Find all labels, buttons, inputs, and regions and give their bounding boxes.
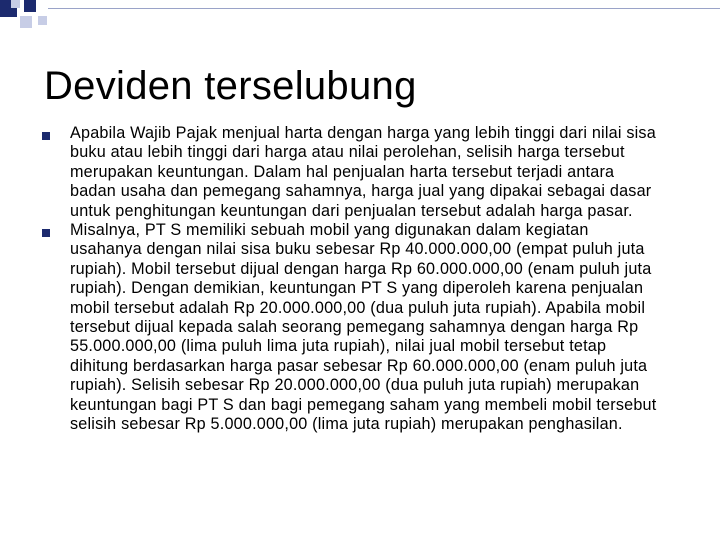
bullet-list	[42, 124, 682, 435]
slide-title: Deviden terselubung	[44, 64, 417, 108]
bullet-item	[42, 221, 682, 434]
bullet-text: Misalnya, PT S memiliki sebuah mobil yang digunakan dalam kegiatan usahanya dengan nilai sisa buku sebesar Rp 40.000.000,00 (empat puluh juta rupiah). Mobil tersebut dijual dengan harga Rp 60.000.000,00 (enam puluh juta rupiah). Dengan demikian, keuntungan PT S yang diperoleh karena penjualan mobil tersebut adalah Rp 20.000.000,00 (dua puluh juta rupiah). Apabila mobil tersebut dijual kepada salah seorang pemegang sahamnya dengan harga Rp 55.000.000,00 (lima puluh lima juta rupiah), nilai jual mobil tersebut tetap dihitung berdasarkan harga pasar sebesar Rp 60.000.000,00 (enam puluh juta rupiah). Selisih sebesar Rp 20.000.000,00 (dua puluh juta rupiah) merupakan keuntungan bagi PT S dan bagi pemegang saham yang membeli mobil tersebut selisih sebesar Rp 5.000.000,00 (lima juta rupiah) merupakan penghasilan.	[70, 221, 657, 434]
bullet-square-icon	[42, 132, 50, 140]
bullet-text: Apabila Wajib Pajak menjual harta dengan harga yang lebih tinggi dari nilai sisa buku atau lebih tinggi dari harga atau nilai perolehan, selisih harga tersebut merupakan keuntungan. Dalam hal penjualan harta tersebut terjadi antara badan usaha dan pemegang sahamnya, harga jual yang dipakai sebagai dasar untuk penghitungan keuntungan dari penjualan tersebut adalah harga pasar.	[70, 124, 656, 220]
bullet-square-icon	[42, 229, 50, 237]
decor-square	[38, 16, 47, 25]
header-rule	[48, 8, 720, 9]
decor-square	[11, 0, 20, 8]
decor-square	[20, 16, 32, 28]
decor-square	[24, 0, 36, 12]
bullet-item	[42, 124, 682, 221]
